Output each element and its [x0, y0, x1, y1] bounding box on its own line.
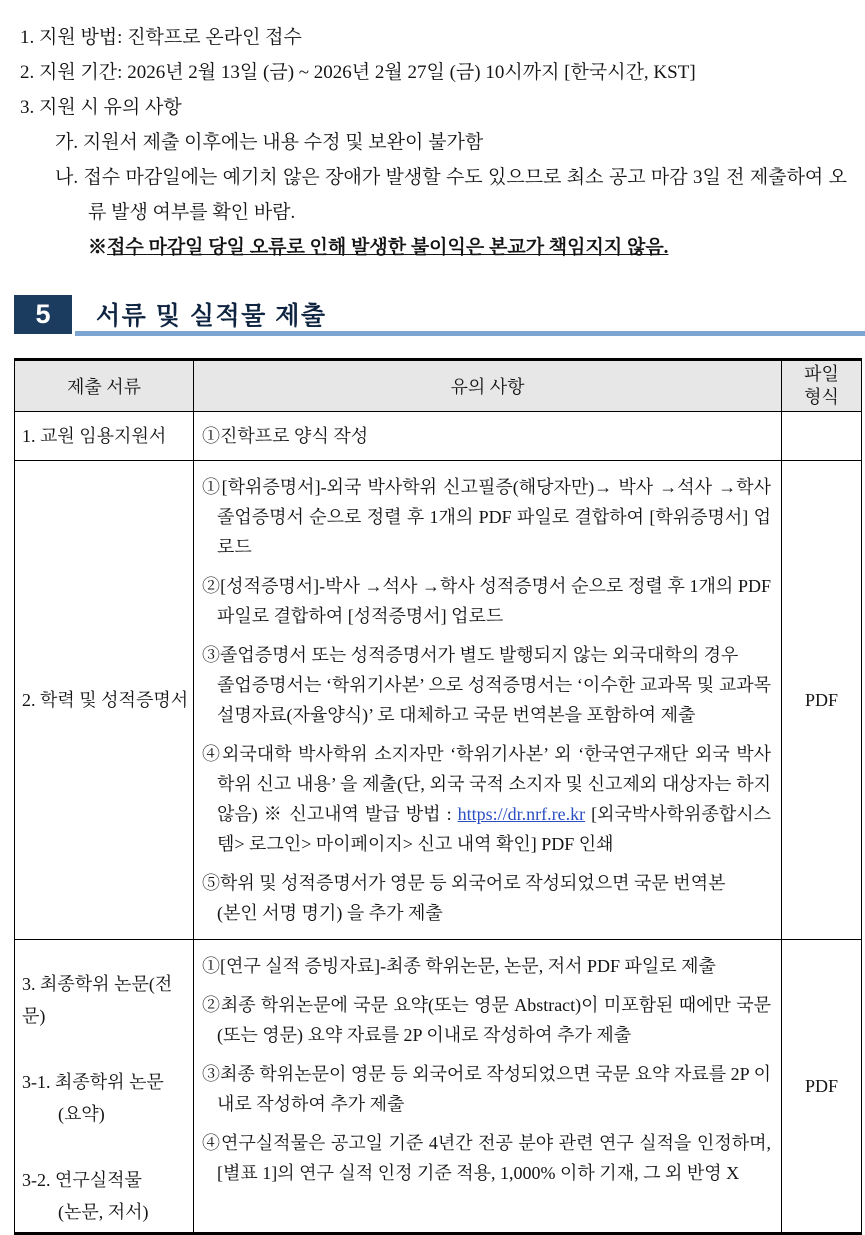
note-paragraph-3: ③최종 학위논문이 영문 등 외국어로 작성되었으면 국문 요약 자료를 2P 이내로 작성하여 추가 제출	[202, 1064, 771, 1114]
doc-item-3-1-sub: (요약)	[58, 1104, 105, 1124]
notes-cell	[194, 940, 782, 1234]
intro-item-3a: 가. 지원서 제출 이후에는 내용 수정 및 보완이 불가함	[55, 132, 484, 153]
doc-item-3-2-sub: (논문, 저서)	[58, 1202, 149, 1222]
note-5-line1: ⑤학위 및 성적증명서가 영문 등 외국어로 작성되었으면 국문 번역본	[202, 873, 726, 893]
document-name-cell	[15, 940, 194, 1234]
table-row-transcripts	[15, 461, 862, 940]
intro-item-2: 2. 지원 기간: 2026년 2월 13일 (금) ~ 2026년 2월 27일 (금) 10시까지 [한국시간, KST]	[20, 62, 696, 83]
header-format-column	[782, 360, 862, 412]
note-5-line2: (본인 서명 명기) 을 추가 제출	[217, 903, 443, 923]
nrf-degree-report-link[interactable]: https://dr.nrf.re.kr	[457, 804, 586, 824]
intro-item-3b: 나. 접수 마감일에는 예기치 않은 장애가 발생할 수도 있으므로 최소 공고 마감 3일 전 제출하여 오류 발생 여부를 확인 바람.	[55, 167, 847, 223]
file-format-cell: PDF	[782, 461, 862, 940]
header-format-line2: 형식	[804, 387, 839, 407]
note-paragraph-5	[202, 868, 771, 928]
doc-item-3: 3. 최종학위 논문(전문)	[22, 974, 173, 1026]
note-paragraph-2: ②최종 학위논문에 국문 요약(또는 영문 Abstract)이 미포함된 때에만 국문 (또는 영문) 요약 자료를 2P 이내로 작성하여 추가 제출	[202, 995, 771, 1045]
file-format-cell	[782, 412, 862, 461]
intro-item-1: 1. 지원 방법: 진학프로 온라인 접수	[20, 27, 302, 48]
note-paragraph-2: ②[성적증명서]-박사 →석사 →학사 성적증명서 순으로 정렬 후 1개의 PDF 파일로 결합하여 [성적증명서] 업로드	[202, 576, 771, 626]
section-header	[14, 295, 865, 343]
table-row-application-form	[15, 412, 862, 461]
note-paragraph-4: ④연구실적물은 공고일 기준 4년간 전공 분야 관련 연구 실적을 인정하며, [별표 1]의 연구 실적 인정 기준 적용, 1,000% 이하 기재, 그 외 반영 X	[202, 1133, 771, 1183]
notes-cell	[194, 412, 782, 461]
intro-warning	[20, 230, 847, 265]
note-paragraph: ①진학프로 양식 작성	[202, 426, 369, 446]
note-paragraph-1: ①[연구 실적 증빙자료]-최종 학위논문, 논문, 저서 PDF 파일로 제출	[202, 956, 716, 976]
note-paragraph-3	[202, 640, 771, 730]
submission-documents-table	[14, 358, 862, 1235]
header-notes-column: 유의 사항	[194, 360, 782, 412]
header-format-line1: 파일	[804, 364, 839, 384]
note-paragraph-1: ①[학위증명서]-외국 박사학위 신고필증(해당자만)→ 박사 →석사 →학사 졸업증명서 순으로 정렬 후 1개의 PDF 파일로 결합하여 [학위증명서] 업로드	[202, 477, 771, 557]
table-header-row	[15, 360, 862, 412]
intro-list	[0, 0, 865, 265]
intro-item-3: 3. 지원 시 유의 사항	[20, 97, 182, 118]
notes-cell	[194, 461, 782, 940]
note-3-line1: ③졸업증명서 또는 성적증명서가 별도 발행되지 않는 외국대학의 경우	[202, 645, 739, 665]
doc-item-3-2: 3-2. 연구실적물	[22, 1170, 142, 1190]
document-name-cell: 1. 교원 임용지원서	[15, 412, 194, 461]
header-document-column: 제출 서류	[15, 360, 194, 412]
document-name-cell: 2. 학력 및 성적증명서	[15, 461, 194, 940]
note-4-text-after-link: [외국박사학위종합시스템> 로그인> 마이페이지> 신고 내역 확인] PDF 인쇄	[217, 804, 772, 854]
section-number-badge: 5	[14, 295, 72, 334]
note-4-text-before-link: ④외국대학 박사학위 소지자만 ‘학위기사본’ 외 ‘한국연구재단 외국 박사학위 신고 내용’ 을 제출(단, 외국 국적 소지자 및 신고제외 대상자는 하지 않음) ※ 신고내역 발급 방법 :	[202, 744, 771, 824]
table-row-thesis-publications	[15, 940, 862, 1234]
doc-item-3-1: 3-1. 최종학위 논문	[22, 1072, 164, 1092]
warning-text: 접수 마감일 당일 오류로 인해 발생한 불이익은 본교가 책임지지 않음.	[107, 237, 669, 258]
note-3-line2: 졸업증명서는 ‘학위기사본’ 으로 성적증명서는 ‘이수한 교과목 및 교과목 설명자료(자율양식)’ 로 대체하고 국문 번역본을 포함하여 제출	[217, 675, 771, 725]
section-title: 서류 및 실적물 제출	[96, 302, 327, 330]
note-paragraph-4	[202, 739, 771, 859]
file-format-cell: PDF	[782, 940, 862, 1234]
warning-marker: ※	[88, 237, 108, 258]
